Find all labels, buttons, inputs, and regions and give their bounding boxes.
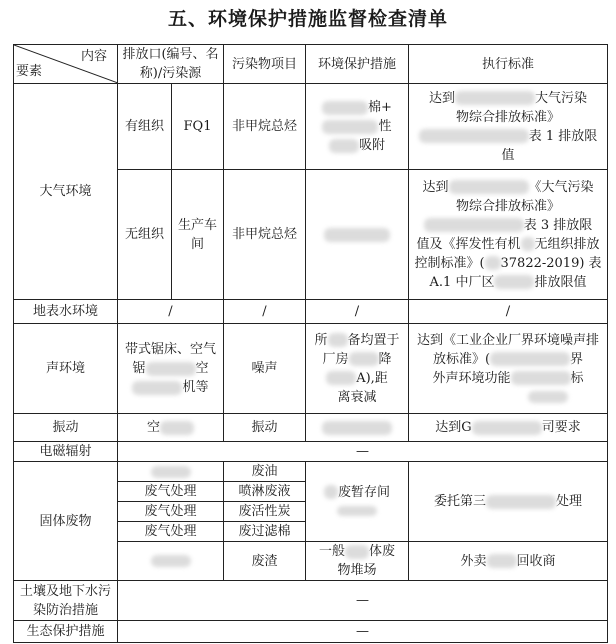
redaction (329, 139, 359, 153)
vibration-pollutant: 振动 (224, 414, 306, 442)
header-standard: 执行标准 (409, 45, 608, 84)
redaction (146, 362, 196, 376)
row-label-em: 电磁辐射 (14, 442, 118, 462)
redaction (349, 352, 379, 366)
redaction (490, 352, 570, 366)
em-value: — (118, 442, 608, 462)
solid-name: 喷淋废液 (224, 482, 306, 502)
redaction (322, 101, 368, 115)
redaction (151, 466, 191, 478)
row-label-soil: 土壤及地下水污染防治措施 (14, 581, 118, 621)
header-content: 内容 (80, 49, 107, 64)
solid-standard: 外卖 回收商 (409, 542, 608, 581)
header-outlet: 排放口(编号、名称)/污染源 (118, 45, 224, 84)
redaction (486, 495, 556, 509)
redaction (528, 391, 568, 403)
row-label-vibration: 振动 (14, 414, 118, 442)
air-unorganized-measure (306, 170, 409, 300)
page-title: 五、环境保护措施监督检查清单 (167, 8, 448, 30)
air-organized-pollutant: 非甲烷总烃 (224, 84, 306, 170)
solid-name: 废油 (224, 462, 306, 482)
vibration-standard: 达到G 司要求 (409, 414, 608, 442)
redaction (449, 180, 529, 194)
air-organized-standard: 达到 大气污染 物综合排放标准》 表 1 排放限 值 (409, 84, 608, 170)
row-label-noise: 声环境 (14, 324, 118, 414)
noise-standard: 达到《工业企业厂界环境噪声排 放标准》( 界 外声环境功能 标 (409, 324, 608, 414)
redaction (324, 485, 338, 499)
redaction (487, 554, 517, 568)
air-organized-code: FQ1 (172, 84, 224, 170)
table-row (14, 621, 608, 643)
redaction (326, 371, 356, 385)
solid-measure: 废暂存间 (306, 462, 409, 542)
redaction (494, 275, 534, 289)
redaction (424, 218, 524, 232)
diagonal-header-cell (14, 45, 118, 84)
solid-name: 废活性炭 (224, 502, 306, 522)
redaction (455, 91, 535, 105)
redaction (328, 333, 348, 347)
row-label-surface-water: 地表水环境 (14, 300, 118, 324)
table-header-row (14, 45, 608, 84)
solid-source: 废气处理 (118, 482, 224, 502)
redaction (345, 545, 369, 559)
row-label-eco: 生态保护措施 (14, 621, 118, 643)
header-measure: 环境保护措施 (306, 45, 409, 84)
solid-source: 废气处理 (118, 522, 224, 542)
vibration-source: 空 (118, 414, 224, 442)
noise-pollutant: 噪声 (224, 324, 306, 414)
table-row (14, 442, 608, 462)
vibration-measure (306, 414, 409, 442)
redaction (322, 120, 378, 134)
solid-source (118, 542, 224, 581)
solid-name: 废渣 (224, 542, 306, 581)
air-unorganized-type: 无组织 (118, 170, 172, 300)
solid-standard: 委托第三 处理 (409, 462, 608, 542)
redaction (485, 256, 501, 270)
air-unorganized-standard: 达到 《大气污染 物综合排放标准》 表 3 排放限 值及《挥发性有机 无组织排放 控制标准》( 37822-2019) 表 A.1 中厂区 排放限值 (409, 170, 608, 300)
redaction (472, 421, 542, 435)
table-row (14, 324, 608, 414)
air-organized-measure: 棉+ 性 吸附 (306, 84, 409, 170)
air-unorganized-pollutant: 非甲烷总烃 (224, 170, 306, 300)
redaction (511, 371, 571, 385)
row-label-air: 大气环境 (14, 84, 118, 300)
soil-value: — (118, 581, 608, 621)
inspection-table (13, 44, 608, 643)
redaction (324, 228, 390, 242)
redaction (419, 129, 529, 143)
noise-measure: 所 备均置于 厂房 降 A),距 离衰减 (306, 324, 409, 414)
noise-source: 带式锯床、空气 锯 空 机等 (118, 324, 224, 414)
redaction (521, 237, 535, 251)
table-row (14, 581, 608, 621)
table-row (14, 414, 608, 442)
redaction (151, 555, 191, 567)
air-organized-type: 有组织 (118, 84, 172, 170)
solid-measure: 一般 体废 物堆场 (306, 542, 409, 581)
table-row (14, 462, 608, 482)
header-pollutant: 污染物项目 (224, 45, 306, 84)
solid-source: 废气处理 (118, 502, 224, 522)
table-row (14, 84, 608, 170)
air-unorganized-source: 生产车间 (172, 170, 224, 300)
redaction (337, 506, 377, 516)
redaction (322, 421, 392, 435)
header-element: 要素 (16, 64, 43, 79)
redaction (160, 421, 194, 435)
solid-source (118, 462, 224, 482)
redaction (132, 381, 182, 395)
solid-name: 废过滤棉 (224, 522, 306, 542)
eco-value: — (118, 621, 608, 643)
row-label-solid: 固体废物 (14, 462, 118, 581)
table-row: 地表水环境 / / / / (14, 300, 608, 324)
